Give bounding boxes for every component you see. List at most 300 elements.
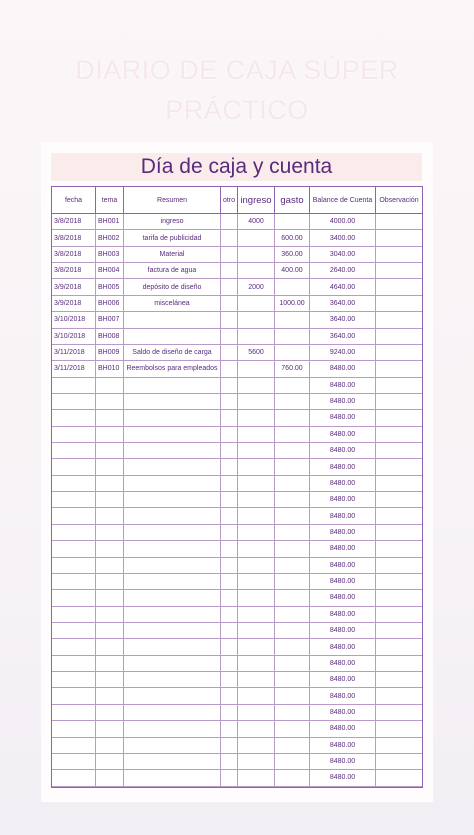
- cell-otro[interactable]: [221, 655, 238, 671]
- cell-resumen[interactable]: factura de agua: [124, 263, 221, 279]
- cell-tema[interactable]: [96, 475, 124, 491]
- cell-observacion[interactable]: [376, 557, 423, 573]
- cell-observacion[interactable]: [376, 393, 423, 409]
- cell-fecha[interactable]: 3/8/2018: [52, 246, 96, 262]
- cell-resumen[interactable]: [124, 541, 221, 557]
- cell-observacion[interactable]: [376, 492, 423, 508]
- cell-balance[interactable]: 8480.00: [310, 622, 376, 638]
- cell-gasto[interactable]: [275, 704, 310, 720]
- cell-fecha[interactable]: 3/9/2018: [52, 295, 96, 311]
- cell-fecha[interactable]: [52, 655, 96, 671]
- cell-otro[interactable]: [221, 361, 238, 377]
- cell-tema[interactable]: BH001: [96, 214, 124, 230]
- cell-tema[interactable]: BH006: [96, 295, 124, 311]
- cell-otro[interactable]: [221, 557, 238, 573]
- cell-fecha[interactable]: [52, 459, 96, 475]
- cell-tema[interactable]: [96, 606, 124, 622]
- cell-balance[interactable]: 8480.00: [310, 721, 376, 737]
- cell-ingreso[interactable]: [238, 492, 275, 508]
- cell-gasto[interactable]: [275, 426, 310, 442]
- cell-fecha[interactable]: [52, 508, 96, 524]
- cell-fecha[interactable]: 3/9/2018: [52, 279, 96, 295]
- cell-resumen[interactable]: [124, 459, 221, 475]
- cell-otro[interactable]: [221, 443, 238, 459]
- cell-ingreso[interactable]: [238, 573, 275, 589]
- cell-otro[interactable]: [221, 328, 238, 344]
- cell-observacion[interactable]: [376, 312, 423, 328]
- cell-balance[interactable]: 8480.00: [310, 492, 376, 508]
- cell-gasto[interactable]: 400.00: [275, 263, 310, 279]
- cell-otro[interactable]: [221, 344, 238, 360]
- cell-ingreso[interactable]: 5600: [238, 344, 275, 360]
- cell-tema[interactable]: [96, 590, 124, 606]
- cell-fecha[interactable]: [52, 573, 96, 589]
- cell-balance[interactable]: 8480.00: [310, 753, 376, 769]
- cell-fecha[interactable]: [52, 606, 96, 622]
- cell-tema[interactable]: [96, 737, 124, 753]
- cell-otro[interactable]: [221, 475, 238, 491]
- cell-ingreso[interactable]: [238, 721, 275, 737]
- cell-balance[interactable]: 8480.00: [310, 541, 376, 557]
- cell-fecha[interactable]: [52, 704, 96, 720]
- cell-tema[interactable]: [96, 704, 124, 720]
- cell-balance[interactable]: 8480.00: [310, 590, 376, 606]
- cell-ingreso[interactable]: [238, 263, 275, 279]
- cell-ingreso[interactable]: [238, 426, 275, 442]
- cell-ingreso[interactable]: [238, 688, 275, 704]
- cell-gasto[interactable]: [275, 328, 310, 344]
- cell-fecha[interactable]: [52, 426, 96, 442]
- cell-otro[interactable]: [221, 737, 238, 753]
- table-row: [52, 557, 423, 573]
- cell-resumen[interactable]: [124, 753, 221, 769]
- cell-observacion[interactable]: [376, 770, 423, 786]
- cell-tema[interactable]: [96, 524, 124, 540]
- cell-otro[interactable]: [221, 312, 238, 328]
- cell-gasto[interactable]: [275, 459, 310, 475]
- cell-tema[interactable]: [96, 426, 124, 442]
- cell-tema[interactable]: BH008: [96, 328, 124, 344]
- cell-fecha[interactable]: [52, 770, 96, 786]
- cell-balance[interactable]: 3400.00: [310, 230, 376, 246]
- cell-gasto[interactable]: [275, 737, 310, 753]
- cell-balance[interactable]: 3640.00: [310, 295, 376, 311]
- table-row: [52, 770, 423, 786]
- cell-gasto[interactable]: [275, 541, 310, 557]
- cell-observacion[interactable]: [376, 246, 423, 262]
- cell-observacion[interactable]: [376, 672, 423, 688]
- cell-resumen[interactable]: [124, 737, 221, 753]
- cell-otro[interactable]: [221, 410, 238, 426]
- cell-tema[interactable]: [96, 541, 124, 557]
- cell-fecha[interactable]: [52, 377, 96, 393]
- cell-observacion[interactable]: [376, 475, 423, 491]
- cell-balance[interactable]: 4000.00: [310, 214, 376, 230]
- cell-otro[interactable]: [221, 639, 238, 655]
- cell-otro[interactable]: [221, 770, 238, 786]
- cell-observacion[interactable]: [376, 295, 423, 311]
- cell-otro[interactable]: [221, 263, 238, 279]
- cell-tema[interactable]: BH003: [96, 246, 124, 262]
- cell-tema[interactable]: [96, 557, 124, 573]
- cell-gasto[interactable]: 360.00: [275, 246, 310, 262]
- cell-resumen[interactable]: [124, 770, 221, 786]
- cell-otro[interactable]: [221, 426, 238, 442]
- cell-resumen[interactable]: [124, 688, 221, 704]
- cell-fecha[interactable]: 3/8/2018: [52, 230, 96, 246]
- cell-balance[interactable]: 3640.00: [310, 312, 376, 328]
- table-row: [52, 688, 423, 704]
- cell-tema[interactable]: BH009: [96, 344, 124, 360]
- cell-resumen[interactable]: [124, 475, 221, 491]
- cell-observacion[interactable]: [376, 361, 423, 377]
- cell-otro[interactable]: [221, 295, 238, 311]
- cell-fecha[interactable]: [52, 688, 96, 704]
- cell-fecha[interactable]: [52, 753, 96, 769]
- cell-ingreso[interactable]: [238, 704, 275, 720]
- cell-resumen[interactable]: [124, 524, 221, 540]
- cell-balance[interactable]: 8480.00: [310, 672, 376, 688]
- cell-tema[interactable]: [96, 377, 124, 393]
- cell-observacion[interactable]: [376, 541, 423, 557]
- cell-resumen[interactable]: depósito de diseño: [124, 279, 221, 295]
- cell-gasto[interactable]: [275, 279, 310, 295]
- cell-tema[interactable]: [96, 508, 124, 524]
- cell-ingreso[interactable]: [238, 410, 275, 426]
- cell-fecha[interactable]: [52, 393, 96, 409]
- cell-ingreso[interactable]: [238, 377, 275, 393]
- cell-gasto[interactable]: [275, 753, 310, 769]
- cell-fecha[interactable]: 3/10/2018: [52, 312, 96, 328]
- cell-tema[interactable]: [96, 770, 124, 786]
- cell-otro[interactable]: [221, 704, 238, 720]
- table-header-row: [52, 187, 423, 214]
- cell-resumen[interactable]: [124, 426, 221, 442]
- cell-resumen[interactable]: [124, 590, 221, 606]
- column-header-resumen: Resumen: [124, 187, 221, 214]
- cell-observacion[interactable]: [376, 524, 423, 540]
- cell-fecha[interactable]: 3/8/2018: [52, 214, 96, 230]
- cell-ingreso[interactable]: [238, 312, 275, 328]
- cell-gasto[interactable]: [275, 393, 310, 409]
- cell-balance[interactable]: 8480.00: [310, 704, 376, 720]
- cell-balance[interactable]: 8480.00: [310, 443, 376, 459]
- column-header-ingreso: ingreso: [238, 187, 275, 214]
- cell-ingreso[interactable]: 4000: [238, 214, 275, 230]
- cell-otro[interactable]: [221, 606, 238, 622]
- cell-observacion[interactable]: [376, 410, 423, 426]
- cell-tema[interactable]: [96, 655, 124, 671]
- cell-fecha[interactable]: [52, 443, 96, 459]
- cell-ingreso[interactable]: [238, 655, 275, 671]
- cell-balance[interactable]: 8480.00: [310, 639, 376, 655]
- cell-otro[interactable]: [221, 573, 238, 589]
- cell-resumen[interactable]: [124, 393, 221, 409]
- cell-observacion[interactable]: [376, 344, 423, 360]
- table-row: [52, 541, 423, 557]
- cell-ingreso[interactable]: [238, 475, 275, 491]
- cell-otro[interactable]: [221, 508, 238, 524]
- cell-observacion[interactable]: [376, 573, 423, 589]
- cell-observacion[interactable]: [376, 443, 423, 459]
- cell-ingreso[interactable]: [238, 230, 275, 246]
- cell-resumen[interactable]: tarifa de publicidad: [124, 230, 221, 246]
- cell-fecha[interactable]: [52, 475, 96, 491]
- cell-fecha[interactable]: [52, 737, 96, 753]
- cell-observacion[interactable]: [376, 753, 423, 769]
- cell-ingreso[interactable]: [238, 295, 275, 311]
- cell-tema[interactable]: [96, 443, 124, 459]
- cell-ingreso[interactable]: [238, 557, 275, 573]
- cell-resumen[interactable]: [124, 655, 221, 671]
- cell-otro[interactable]: [221, 214, 238, 230]
- cell-ingreso[interactable]: [238, 459, 275, 475]
- cell-fecha[interactable]: [52, 639, 96, 655]
- cell-observacion[interactable]: [376, 655, 423, 671]
- cell-ingreso[interactable]: [238, 246, 275, 262]
- cell-observacion[interactable]: [376, 263, 423, 279]
- cell-balance[interactable]: 3640.00: [310, 328, 376, 344]
- cell-ingreso[interactable]: [238, 393, 275, 409]
- cell-tema[interactable]: [96, 573, 124, 589]
- cell-otro[interactable]: [221, 377, 238, 393]
- cell-resumen[interactable]: [124, 606, 221, 622]
- cell-fecha[interactable]: [52, 492, 96, 508]
- cell-balance[interactable]: 8480.00: [310, 410, 376, 426]
- cell-tema[interactable]: [96, 459, 124, 475]
- cell-observacion[interactable]: [376, 704, 423, 720]
- cell-resumen[interactable]: Material: [124, 246, 221, 262]
- cell-otro[interactable]: [221, 246, 238, 262]
- cell-ingreso[interactable]: [238, 770, 275, 786]
- cell-fecha[interactable]: [52, 524, 96, 540]
- cell-ingreso[interactable]: [238, 328, 275, 344]
- cell-otro[interactable]: [221, 688, 238, 704]
- cell-ingreso[interactable]: [238, 508, 275, 524]
- cell-balance[interactable]: 8480.00: [310, 770, 376, 786]
- cell-gasto[interactable]: [275, 344, 310, 360]
- cell-balance[interactable]: 8480.00: [310, 475, 376, 491]
- cell-gasto[interactable]: [275, 688, 310, 704]
- cell-balance[interactable]: 8480.00: [310, 524, 376, 540]
- cell-ingreso[interactable]: [238, 541, 275, 557]
- cell-observacion[interactable]: [376, 377, 423, 393]
- cell-resumen[interactable]: [124, 573, 221, 589]
- cell-resumen[interactable]: [124, 377, 221, 393]
- cell-resumen[interactable]: [124, 410, 221, 426]
- cell-observacion[interactable]: [376, 279, 423, 295]
- table-row: [52, 704, 423, 720]
- cell-balance[interactable]: 3040.00: [310, 246, 376, 262]
- cell-fecha[interactable]: [52, 721, 96, 737]
- cell-resumen[interactable]: [124, 328, 221, 344]
- cell-fecha[interactable]: [52, 622, 96, 638]
- cell-gasto[interactable]: [275, 590, 310, 606]
- cell-tema[interactable]: [96, 753, 124, 769]
- cell-tema[interactable]: BH004: [96, 263, 124, 279]
- cell-otro[interactable]: [221, 393, 238, 409]
- cell-ingreso[interactable]: [238, 361, 275, 377]
- cell-otro[interactable]: [221, 492, 238, 508]
- table-row: [52, 328, 423, 344]
- cell-tema[interactable]: [96, 622, 124, 638]
- cell-gasto[interactable]: [275, 524, 310, 540]
- table-row: [52, 753, 423, 769]
- cell-gasto[interactable]: [275, 312, 310, 328]
- cell-ingreso[interactable]: [238, 524, 275, 540]
- cell-otro[interactable]: [221, 524, 238, 540]
- cell-fecha[interactable]: 3/11/2018: [52, 344, 96, 360]
- cell-tema[interactable]: [96, 410, 124, 426]
- cell-observacion[interactable]: [376, 606, 423, 622]
- cell-gasto[interactable]: 1000.00: [275, 295, 310, 311]
- cell-otro[interactable]: [221, 721, 238, 737]
- cell-balance[interactable]: 8480.00: [310, 361, 376, 377]
- cell-observacion[interactable]: [376, 688, 423, 704]
- cell-ingreso[interactable]: [238, 639, 275, 655]
- cell-gasto[interactable]: 760.00: [275, 361, 310, 377]
- cell-tema[interactable]: BH005: [96, 279, 124, 295]
- cell-observacion[interactable]: [376, 328, 423, 344]
- cell-gasto[interactable]: [275, 557, 310, 573]
- cell-resumen[interactable]: [124, 443, 221, 459]
- cell-gasto[interactable]: [275, 770, 310, 786]
- cell-tema[interactable]: BH010: [96, 361, 124, 377]
- cell-ingreso[interactable]: [238, 622, 275, 638]
- cell-gasto[interactable]: [275, 655, 310, 671]
- cell-otro[interactable]: [221, 672, 238, 688]
- cell-tema[interactable]: [96, 672, 124, 688]
- cell-fecha[interactable]: 3/11/2018: [52, 361, 96, 377]
- cell-balance[interactable]: 9240.00: [310, 344, 376, 360]
- cell-resumen[interactable]: miscelánea: [124, 295, 221, 311]
- cell-otro[interactable]: [221, 753, 238, 769]
- cell-resumen[interactable]: [124, 622, 221, 638]
- cell-gasto[interactable]: 600.00: [275, 230, 310, 246]
- cell-balance[interactable]: 8480.00: [310, 508, 376, 524]
- cell-resumen[interactable]: [124, 639, 221, 655]
- cell-balance[interactable]: 8480.00: [310, 377, 376, 393]
- cell-resumen[interactable]: Reembolsos para empleados: [124, 361, 221, 377]
- cell-fecha[interactable]: [52, 410, 96, 426]
- table-row: [52, 721, 423, 737]
- cell-ingreso[interactable]: [238, 590, 275, 606]
- cell-ingreso[interactable]: [238, 753, 275, 769]
- cell-gasto[interactable]: [275, 475, 310, 491]
- cell-otro[interactable]: [221, 622, 238, 638]
- cell-gasto[interactable]: [275, 622, 310, 638]
- cell-fecha[interactable]: [52, 590, 96, 606]
- cell-otro[interactable]: [221, 230, 238, 246]
- cell-gasto[interactable]: [275, 573, 310, 589]
- cell-balance[interactable]: 8480.00: [310, 459, 376, 475]
- cell-tema[interactable]: [96, 688, 124, 704]
- table-row: [52, 263, 423, 279]
- cell-balance[interactable]: 8480.00: [310, 688, 376, 704]
- cell-balance[interactable]: 8480.00: [310, 393, 376, 409]
- cell-observacion[interactable]: [376, 622, 423, 638]
- cell-tema[interactable]: [96, 639, 124, 655]
- cell-tema[interactable]: BH007: [96, 312, 124, 328]
- cell-ingreso[interactable]: [238, 737, 275, 753]
- cell-gasto[interactable]: [275, 508, 310, 524]
- cell-observacion[interactable]: [376, 737, 423, 753]
- cell-resumen[interactable]: [124, 508, 221, 524]
- cell-observacion[interactable]: [376, 639, 423, 655]
- cell-resumen[interactable]: [124, 704, 221, 720]
- table-row: [52, 459, 423, 475]
- cell-observacion[interactable]: [376, 426, 423, 442]
- cell-fecha[interactable]: [52, 541, 96, 557]
- cell-observacion[interactable]: [376, 214, 423, 230]
- cell-gasto[interactable]: [275, 606, 310, 622]
- table-row: [52, 279, 423, 295]
- cell-tema[interactable]: BH002: [96, 230, 124, 246]
- cell-ingreso[interactable]: [238, 606, 275, 622]
- table-row: [52, 492, 423, 508]
- cell-gasto[interactable]: [275, 410, 310, 426]
- cell-balance[interactable]: 2640.00: [310, 263, 376, 279]
- cell-gasto[interactable]: [275, 377, 310, 393]
- cell-otro[interactable]: [221, 590, 238, 606]
- cell-resumen[interactable]: [124, 492, 221, 508]
- cell-resumen[interactable]: Saldo de diseño de carga: [124, 344, 221, 360]
- cell-resumen[interactable]: [124, 557, 221, 573]
- table-body: [52, 214, 423, 787]
- cell-balance[interactable]: 8480.00: [310, 606, 376, 622]
- cell-balance[interactable]: 8480.00: [310, 573, 376, 589]
- table-row: [52, 230, 423, 246]
- cell-balance[interactable]: 8480.00: [310, 557, 376, 573]
- cell-resumen[interactable]: [124, 721, 221, 737]
- cell-observacion[interactable]: [376, 721, 423, 737]
- cell-ingreso[interactable]: [238, 672, 275, 688]
- cell-ingreso[interactable]: [238, 443, 275, 459]
- cell-gasto[interactable]: [275, 672, 310, 688]
- cell-gasto[interactable]: [275, 639, 310, 655]
- cell-otro[interactable]: [221, 459, 238, 475]
- cell-balance[interactable]: 8480.00: [310, 426, 376, 442]
- cell-gasto[interactable]: [275, 492, 310, 508]
- cell-observacion[interactable]: [376, 508, 423, 524]
- cell-fecha[interactable]: 3/8/2018: [52, 263, 96, 279]
- cell-balance[interactable]: 8480.00: [310, 655, 376, 671]
- table-row: [52, 606, 423, 622]
- cell-tema[interactable]: [96, 393, 124, 409]
- cell-ingreso[interactable]: 2000: [238, 279, 275, 295]
- cell-fecha[interactable]: [52, 672, 96, 688]
- cell-otro[interactable]: [221, 541, 238, 557]
- cell-fecha[interactable]: [52, 557, 96, 573]
- cell-gasto[interactable]: [275, 443, 310, 459]
- cell-observacion[interactable]: [376, 590, 423, 606]
- table-row: [52, 475, 423, 491]
- cell-fecha[interactable]: 3/10/2018: [52, 328, 96, 344]
- cell-resumen[interactable]: ingreso: [124, 214, 221, 230]
- cell-observacion[interactable]: [376, 459, 423, 475]
- cell-observacion[interactable]: [376, 230, 423, 246]
- cell-tema[interactable]: [96, 721, 124, 737]
- cell-tema[interactable]: [96, 492, 124, 508]
- cell-balance[interactable]: 8480.00: [310, 737, 376, 753]
- cell-gasto[interactable]: [275, 721, 310, 737]
- cell-otro[interactable]: [221, 279, 238, 295]
- cell-resumen[interactable]: [124, 672, 221, 688]
- column-header-balance: Balance de Cuenta: [310, 187, 376, 214]
- cell-gasto[interactable]: [275, 214, 310, 230]
- cell-resumen[interactable]: [124, 312, 221, 328]
- cell-balance[interactable]: 4640.00: [310, 279, 376, 295]
